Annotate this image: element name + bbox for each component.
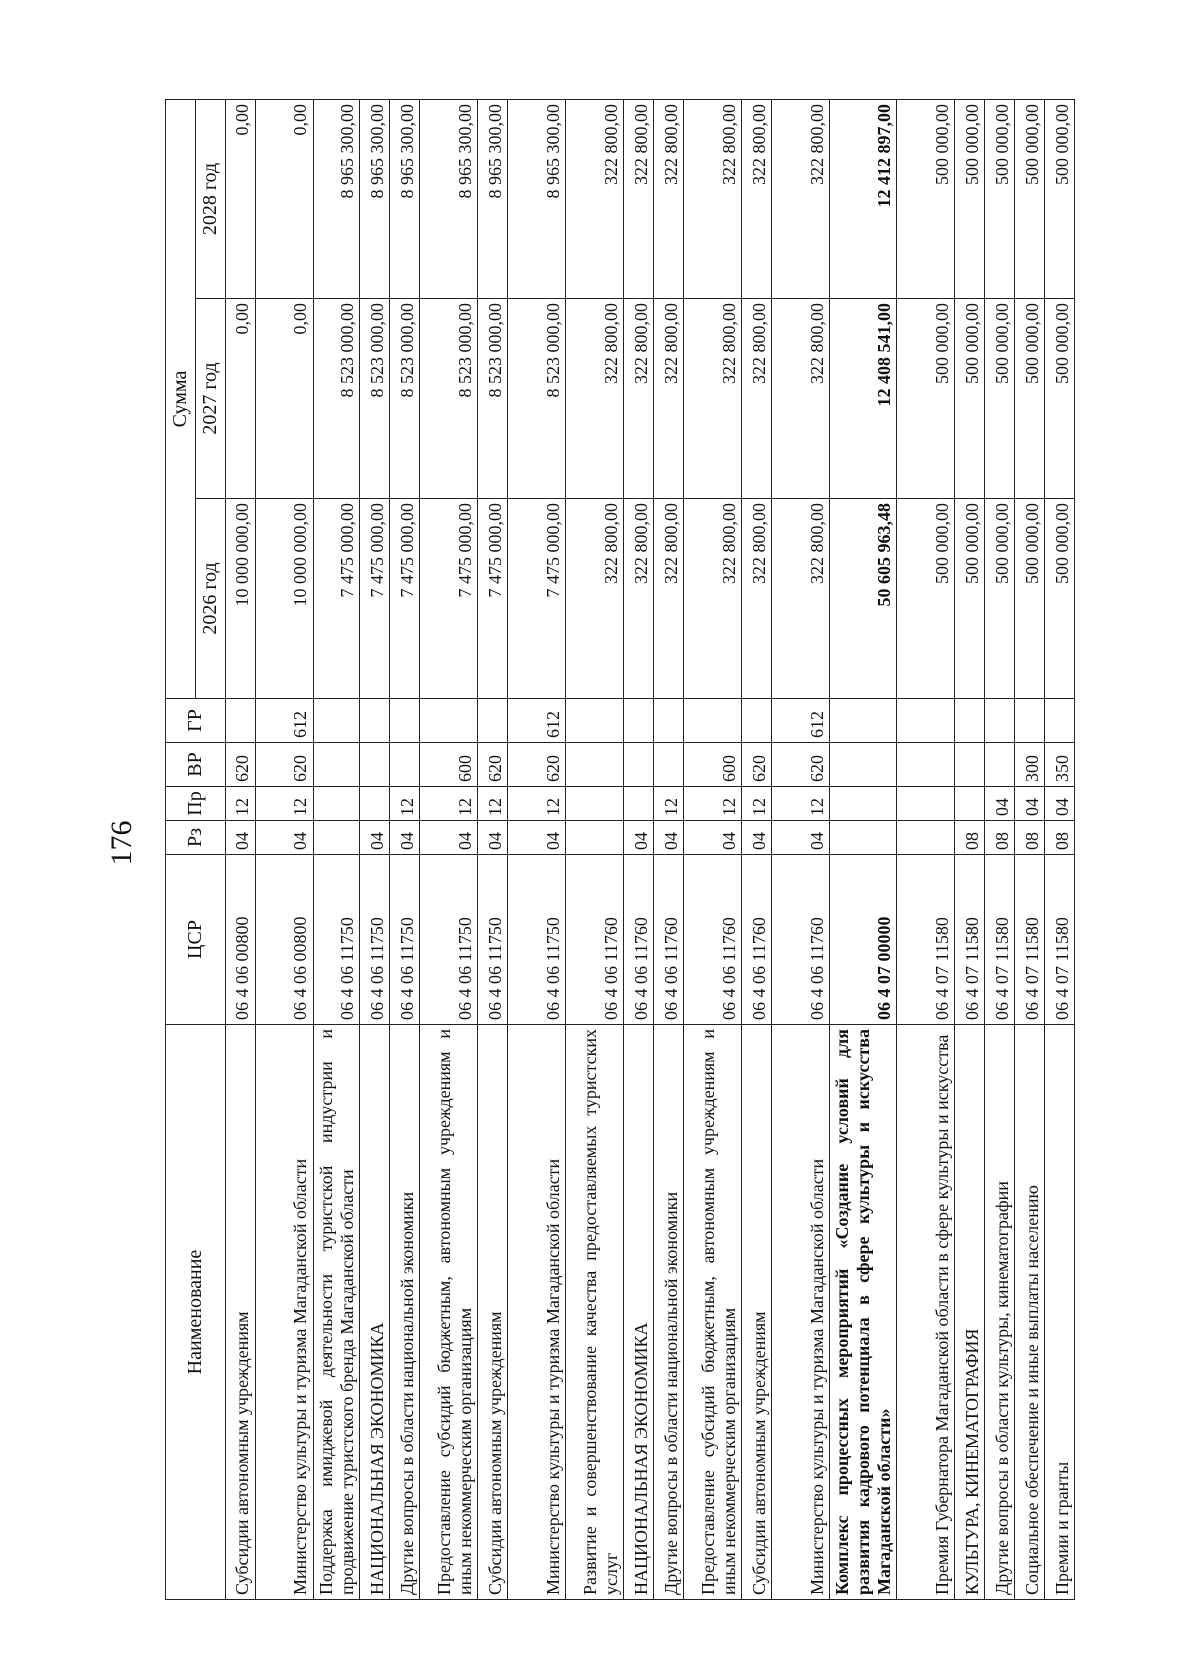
table-row <box>684 99 742 1599</box>
cell-name: Социальное обеспечение и иные выплаты населению <box>1015 1025 1045 1600</box>
cell-rz: 08 <box>955 821 985 855</box>
cell-2027: 8 523 000,00 <box>508 299 566 499</box>
cell-csr: 06 4 06 11750 <box>508 855 566 1025</box>
cell-rz <box>566 821 624 855</box>
header-row-top <box>166 99 196 1599</box>
cell-name: Другие вопросы в области национальной экономики <box>390 1025 420 1600</box>
cell-csr: 06 4 06 11760 <box>742 855 772 1025</box>
cell-gr <box>226 699 256 743</box>
cell-pr <box>360 787 390 821</box>
cell-2027: 322 800,00 <box>624 299 654 499</box>
cell-gr <box>360 699 390 743</box>
cell-pr: 12 <box>684 787 742 821</box>
cell-2027: 8 523 000,00 <box>314 299 360 499</box>
cell-pr <box>566 787 624 821</box>
cell-gr <box>985 699 1015 743</box>
cell-vr <box>985 743 1015 787</box>
cell-name: Министерство культуры и туризма Магаданской области <box>772 1025 830 1600</box>
cell-2028: 8 965 300,00 <box>314 99 360 298</box>
cell-vr <box>955 743 985 787</box>
rotated-sheet <box>165 100 1072 1600</box>
cell-2026: 7 475 000,00 <box>390 499 420 699</box>
cell-csr: 06 4 06 11750 <box>360 855 390 1025</box>
cell-rz: 04 <box>390 821 420 855</box>
cell-pr: 12 <box>772 787 830 821</box>
cell-vr: 350 <box>1045 743 1075 787</box>
cell-2028: 8 965 300,00 <box>478 99 508 298</box>
cell-pr: 12 <box>478 787 508 821</box>
cell-2027: 322 800,00 <box>772 299 830 499</box>
header-sum: Сумма <box>166 99 196 698</box>
cell-rz: 04 <box>508 821 566 855</box>
cell-gr <box>684 699 742 743</box>
cell-rz: 08 <box>985 821 1015 855</box>
cell-vr <box>314 743 360 787</box>
table-row <box>1045 99 1075 1599</box>
cell-gr <box>742 699 772 743</box>
cell-gr <box>1015 699 1045 743</box>
cell-2027: 0,00 <box>226 299 256 499</box>
cell-name: Премия Губернатора Магаданской области в сфере культуры и искусства <box>897 1025 955 1600</box>
cell-2028: 0,00 <box>226 99 256 298</box>
cell-pr: 12 <box>256 787 314 821</box>
cell-vr <box>830 743 897 787</box>
cell-gr <box>830 699 897 743</box>
cell-2026: 7 475 000,00 <box>478 499 508 699</box>
cell-name: Субсидии автономным учреждениям <box>478 1025 508 1600</box>
cell-csr: 06 4 07 11580 <box>897 855 955 1025</box>
cell-2028: 500 000,00 <box>1015 99 1045 298</box>
table-row <box>390 99 420 1599</box>
cell-2027: 500 000,00 <box>1015 299 1045 499</box>
cell-name: Министерство культуры и туризма Магаданской области <box>508 1025 566 1600</box>
cell-2028: 500 000,00 <box>955 99 985 298</box>
table-row <box>420 99 478 1599</box>
cell-rz <box>314 821 360 855</box>
cell-pr: 12 <box>390 787 420 821</box>
cell-name: Премии и гранты <box>1045 1025 1075 1600</box>
header-vr: ВР <box>166 743 226 787</box>
cell-csr: 06 4 07 00000 <box>830 855 897 1025</box>
cell-name: Субсидии автономным учреждениям <box>742 1025 772 1600</box>
cell-rz <box>897 821 955 855</box>
cell-vr <box>897 743 955 787</box>
cell-2026: 500 000,00 <box>1015 499 1045 699</box>
cell-2026: 10 000 000,00 <box>256 499 314 699</box>
cell-2028: 500 000,00 <box>985 99 1015 298</box>
cell-2027: 322 800,00 <box>654 299 684 499</box>
cell-rz: 04 <box>226 821 256 855</box>
cell-vr <box>360 743 390 787</box>
cell-csr: 06 4 06 00800 <box>256 855 314 1025</box>
cell-2026: 500 000,00 <box>955 499 985 699</box>
table-row <box>566 99 624 1599</box>
cell-2027: 322 800,00 <box>742 299 772 499</box>
cell-2028: 322 800,00 <box>684 99 742 298</box>
table-row <box>314 99 360 1599</box>
cell-pr: 12 <box>226 787 256 821</box>
cell-name: Другие вопросы в области национальной экономики <box>654 1025 684 1600</box>
table-row <box>360 99 390 1599</box>
cell-gr <box>314 699 360 743</box>
cell-2027: 500 000,00 <box>985 299 1015 499</box>
cell-csr: 06 4 07 11580 <box>1015 855 1045 1025</box>
cell-pr <box>897 787 955 821</box>
cell-pr: 12 <box>654 787 684 821</box>
cell-csr: 06 4 06 11750 <box>478 855 508 1025</box>
cell-2026: 7 475 000,00 <box>420 499 478 699</box>
cell-2026: 322 800,00 <box>566 499 624 699</box>
cell-name: НАЦИОНАЛЬНАЯ ЭКОНОМИКА <box>360 1025 390 1600</box>
cell-gr <box>478 699 508 743</box>
cell-rz: 04 <box>256 821 314 855</box>
header-pr: Пр <box>166 787 226 821</box>
cell-2026: 322 800,00 <box>772 499 830 699</box>
cell-vr: 300 <box>1015 743 1045 787</box>
cell-2026: 7 475 000,00 <box>360 499 390 699</box>
cell-vr: 620 <box>478 743 508 787</box>
cell-name: Поддержка имиджевой деятельности туристской индустрии и продвижение туристского бренда Магаданской области <box>314 1025 360 1600</box>
cell-csr: 06 4 06 00800 <box>226 855 256 1025</box>
cell-2027: 0,00 <box>256 299 314 499</box>
cell-pr: 04 <box>985 787 1015 821</box>
cell-rz <box>830 821 897 855</box>
table-body <box>226 99 1075 1599</box>
table-row <box>742 99 772 1599</box>
cell-pr <box>955 787 985 821</box>
budget-table <box>165 99 1075 1600</box>
cell-vr <box>566 743 624 787</box>
cell-pr <box>314 787 360 821</box>
cell-2028: 322 800,00 <box>624 99 654 298</box>
cell-csr: 06 4 06 11760 <box>684 855 742 1025</box>
cell-2028: 0,00 <box>256 99 314 298</box>
cell-name: Министерство культуры и туризма Магаданской области <box>256 1025 314 1600</box>
cell-gr <box>420 699 478 743</box>
cell-2027: 8 523 000,00 <box>478 299 508 499</box>
cell-name: Предоставление субсидий бюджетным, автономным учреждениям и иным некоммерческим организациям <box>684 1025 742 1600</box>
cell-2027: 322 800,00 <box>566 299 624 499</box>
header-year-2028: 2028 год <box>196 99 226 298</box>
cell-2026: 7 475 000,00 <box>508 499 566 699</box>
cell-2026: 10 000 000,00 <box>226 499 256 699</box>
cell-vr <box>390 743 420 787</box>
table-row <box>256 99 314 1599</box>
cell-gr <box>897 699 955 743</box>
table-row <box>624 99 654 1599</box>
cell-2028: 12 412 897,00 <box>830 99 897 298</box>
cell-vr: 620 <box>256 743 314 787</box>
cell-name: КУЛЬТУРА, КИНЕМАТОГРАФИЯ <box>955 1025 985 1600</box>
cell-name: Предоставление субсидий бюджетным, автономным учреждениям и иным некоммерческим организациям <box>420 1025 478 1600</box>
cell-vr <box>624 743 654 787</box>
cell-csr: 06 4 06 11750 <box>314 855 360 1025</box>
header-gr: ГР <box>166 699 226 743</box>
cell-2026: 322 800,00 <box>742 499 772 699</box>
header-name: Наименование <box>166 1025 226 1600</box>
cell-name: Комплекс процессных мероприятий «Создание условий для развития кадрового потенциала в сфере культуры и искусства Магаданской области» <box>830 1025 897 1600</box>
table-row <box>478 99 508 1599</box>
cell-2026: 50 605 963,48 <box>830 499 897 699</box>
cell-rz: 04 <box>478 821 508 855</box>
cell-pr <box>624 787 654 821</box>
cell-name: НАЦИОНАЛЬНАЯ ЭКОНОМИКА <box>624 1025 654 1600</box>
cell-2027: 322 800,00 <box>684 299 742 499</box>
cell-csr: 06 4 07 11580 <box>985 855 1015 1025</box>
table-row <box>226 99 256 1599</box>
cell-2027: 8 523 000,00 <box>420 299 478 499</box>
cell-csr: 06 4 06 11760 <box>654 855 684 1025</box>
cell-rz: 04 <box>360 821 390 855</box>
cell-rz: 04 <box>654 821 684 855</box>
cell-2026: 500 000,00 <box>985 499 1015 699</box>
cell-vr: 620 <box>742 743 772 787</box>
cell-csr: 06 4 06 11760 <box>566 855 624 1025</box>
table-row <box>654 99 684 1599</box>
cell-2026: 322 800,00 <box>654 499 684 699</box>
cell-name: Другие вопросы в области культуры, кинематографии <box>985 1025 1015 1600</box>
cell-2026: 322 800,00 <box>684 499 742 699</box>
page-number: 176 <box>105 820 138 866</box>
cell-rz: 04 <box>742 821 772 855</box>
cell-2028: 8 965 300,00 <box>508 99 566 298</box>
cell-csr: 06 4 06 11750 <box>420 855 478 1025</box>
cell-csr: 06 4 06 11760 <box>772 855 830 1025</box>
cell-2028: 500 000,00 <box>897 99 955 298</box>
cell-2028: 8 965 300,00 <box>390 99 420 298</box>
cell-pr: 12 <box>508 787 566 821</box>
cell-2028: 322 800,00 <box>772 99 830 298</box>
table-row <box>830 99 897 1599</box>
table-row <box>508 99 566 1599</box>
cell-pr: 04 <box>1015 787 1045 821</box>
cell-pr <box>830 787 897 821</box>
cell-rz: 08 <box>1015 821 1045 855</box>
cell-2027: 500 000,00 <box>1045 299 1075 499</box>
cell-pr: 12 <box>420 787 478 821</box>
cell-csr: 06 4 07 11580 <box>1045 855 1075 1025</box>
header-csr: ЦСР <box>166 855 226 1025</box>
cell-rz: 04 <box>684 821 742 855</box>
cell-gr <box>1045 699 1075 743</box>
cell-2027: 500 000,00 <box>955 299 985 499</box>
cell-gr <box>390 699 420 743</box>
cell-2028: 500 000,00 <box>1045 99 1075 298</box>
cell-vr: 620 <box>508 743 566 787</box>
cell-2026: 500 000,00 <box>897 499 955 699</box>
table-viewport <box>165 100 1072 1600</box>
cell-csr: 06 4 06 11750 <box>390 855 420 1025</box>
cell-2028: 322 800,00 <box>566 99 624 298</box>
cell-2028: 8 965 300,00 <box>420 99 478 298</box>
cell-vr <box>654 743 684 787</box>
cell-pr: 04 <box>1045 787 1075 821</box>
cell-rz: 04 <box>624 821 654 855</box>
cell-2028: 8 965 300,00 <box>360 99 390 298</box>
cell-2026: 7 475 000,00 <box>314 499 360 699</box>
cell-vr: 600 <box>420 743 478 787</box>
cell-vr: 600 <box>684 743 742 787</box>
table-row <box>772 99 830 1599</box>
header-year-2027: 2027 год <box>196 299 226 499</box>
cell-csr: 06 4 07 11580 <box>955 855 985 1025</box>
cell-2026: 500 000,00 <box>1045 499 1075 699</box>
cell-gr: 612 <box>772 699 830 743</box>
cell-vr: 620 <box>772 743 830 787</box>
cell-name: Субсидии автономным учреждениям <box>226 1025 256 1600</box>
cell-2027: 8 523 000,00 <box>360 299 390 499</box>
cell-gr <box>955 699 985 743</box>
cell-2027: 500 000,00 <box>897 299 955 499</box>
cell-gr: 612 <box>508 699 566 743</box>
cell-vr: 620 <box>226 743 256 787</box>
cell-gr <box>624 699 654 743</box>
cell-2027: 12 408 541,00 <box>830 299 897 499</box>
cell-gr <box>654 699 684 743</box>
cell-csr: 06 4 06 11760 <box>624 855 654 1025</box>
cell-rz: 08 <box>1045 821 1075 855</box>
cell-2026: 322 800,00 <box>624 499 654 699</box>
table-row <box>955 99 985 1599</box>
cell-gr: 612 <box>256 699 314 743</box>
cell-rz: 04 <box>420 821 478 855</box>
cell-2028: 322 800,00 <box>742 99 772 298</box>
cell-2027: 8 523 000,00 <box>390 299 420 499</box>
header-rz: Рз <box>166 821 226 855</box>
cell-2028: 322 800,00 <box>654 99 684 298</box>
cell-rz: 04 <box>772 821 830 855</box>
table-row <box>1015 99 1045 1599</box>
table-row <box>897 99 955 1599</box>
cell-pr: 12 <box>742 787 772 821</box>
cell-gr <box>566 699 624 743</box>
header-year-2026: 2026 год <box>196 499 226 699</box>
cell-name: Развитие и совершенствование качества предоставляемых туристских услуг <box>566 1025 624 1600</box>
table-row <box>985 99 1015 1599</box>
